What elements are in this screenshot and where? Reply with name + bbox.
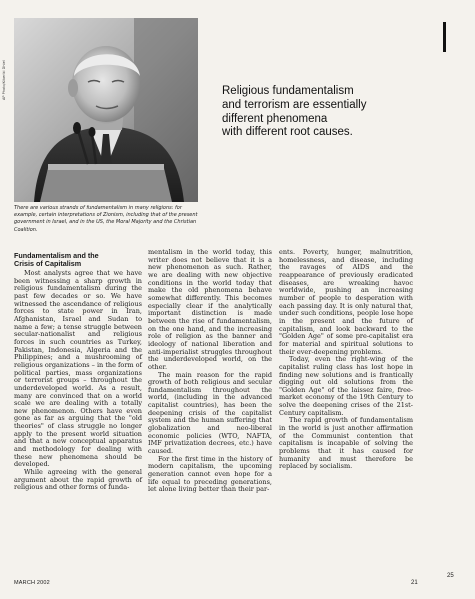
paragraph: Most analysts agree that we have been witnessing a sharp growth in religious fundamentalism during the past few decades or so. We have witnessed the ascendance of religious forces to state power in Iran, Afghanistan, Israel and Sudan to name a few; a tense struggle between secular-nationalist and religious forces in such countries as Turkey, Pakistan, Indonesia, Algeria and the Philippines; and a mushrooming of religious organizations – in the form of political parties, mass organizations or terrorist groups – throughout the underdeveloped world. As a result, many are convinced that on a world scale we are dealing with a totally new phenomenon. Others have even gone as far as arguing that the "old theories" of class struggle no longer apply to the present world situation and that a new conceptual apparatus and methodology for dealing with these new phenomena should be developed. bbox=[14, 269, 143, 469]
paragraph: While agreeing with the general argument about the rapid growth of religious and other forms of funda- bbox=[14, 468, 142, 492]
article-column-2 bbox=[148, 249, 272, 494]
pull-quote-line: with different root causes. bbox=[222, 126, 353, 139]
section-heading-line: Fundamentalism and the bbox=[14, 251, 99, 260]
speaker-photo-image bbox=[14, 18, 198, 202]
pull-quote-line: and terrorism are essentially bbox=[222, 98, 367, 111]
paragraph: The rapid growth of fundamentalism in the world is just another affirmation of the Communist contention that capitalism is incapable of solving the problems that it has caused for humanity and must therefore be replaced by socialism. bbox=[279, 416, 413, 471]
section-heading-line: Crisis of Capitalism bbox=[14, 259, 82, 268]
paragraph: mentalism in the world today, this writer does not believe that it is a new phenomenon as such. Rather, we are dealing with new objective conditions in the world today that make the old phenomena behave somewhat differently. This becomes especially clear if the analytically important distinction is made between the rise of fundamentalism, on the one hand, and the increasing role of religion as the banner and ideology of national liberation and anti-imperialist struggles throughout the underdeveloped world, on the other. bbox=[148, 248, 272, 371]
article-column-1 bbox=[14, 252, 142, 492]
edge-bar bbox=[443, 22, 446, 52]
paragraph: The main reason for the rapid growth of both religious and secular fundamentalism throughout the world, (including in the advanced capitalist countries), has been the deepening crisis of the capitalist system and the human suffering that globalization and neo-liberal economic policies (WTO, NAFTA, IMF privatization decrees, etc.) have caused. bbox=[148, 370, 272, 456]
pull-quote bbox=[222, 85, 432, 140]
page-number: 21 bbox=[411, 580, 418, 586]
pull-quote-line: Religious fundamentalism bbox=[222, 85, 354, 97]
pull-quote-line: different phenomena bbox=[222, 112, 328, 125]
paragraph: For the first time in the history of modern capitalism, the upcoming generation cannot even hope for a life equal to preceding generations, let alone living better than their par- bbox=[148, 454, 272, 494]
photo-credit: AP Photo/Kikeriki Dhiel bbox=[2, 60, 6, 100]
article-column-3 bbox=[279, 249, 413, 471]
section-heading bbox=[14, 252, 142, 268]
paragraph: ents. Poverty, hunger, malnutrition, homelessness, and disease, including the ravages of AIDS and the reappearance of previously eradicated diseases, are wreaking havoc worldwide, pushing an increasing number of people to desperation with each passing day. It is only natural that, under such conditions, people lose hope in the present and the future of capitalism, and look backward to the "Golden Age" of some pre-capitalist era for material and spiritual solutions to their ever-deepening problems. bbox=[279, 248, 413, 356]
speaker-photo bbox=[14, 18, 198, 202]
page-number-alt: 25 bbox=[447, 573, 454, 579]
paragraph: Today, even the right-wing of the capitalist ruling class has lost hope in finding new solutions and is frantically digging out old solutions from the "Golden Age" of the laissez faire, free-market economy of the 19th Century to solve the deepening crises of the 21st-Century capitalism. bbox=[279, 355, 413, 417]
issue-date: MARCH 2002 bbox=[14, 580, 50, 586]
photo-caption: There are various strands of fundamentalism in many religions: for example, certain interpretations of Zionism, including that of the present government in Israel, and in the US, the Moral Majority and the Christian Coalition. bbox=[14, 205, 198, 233]
